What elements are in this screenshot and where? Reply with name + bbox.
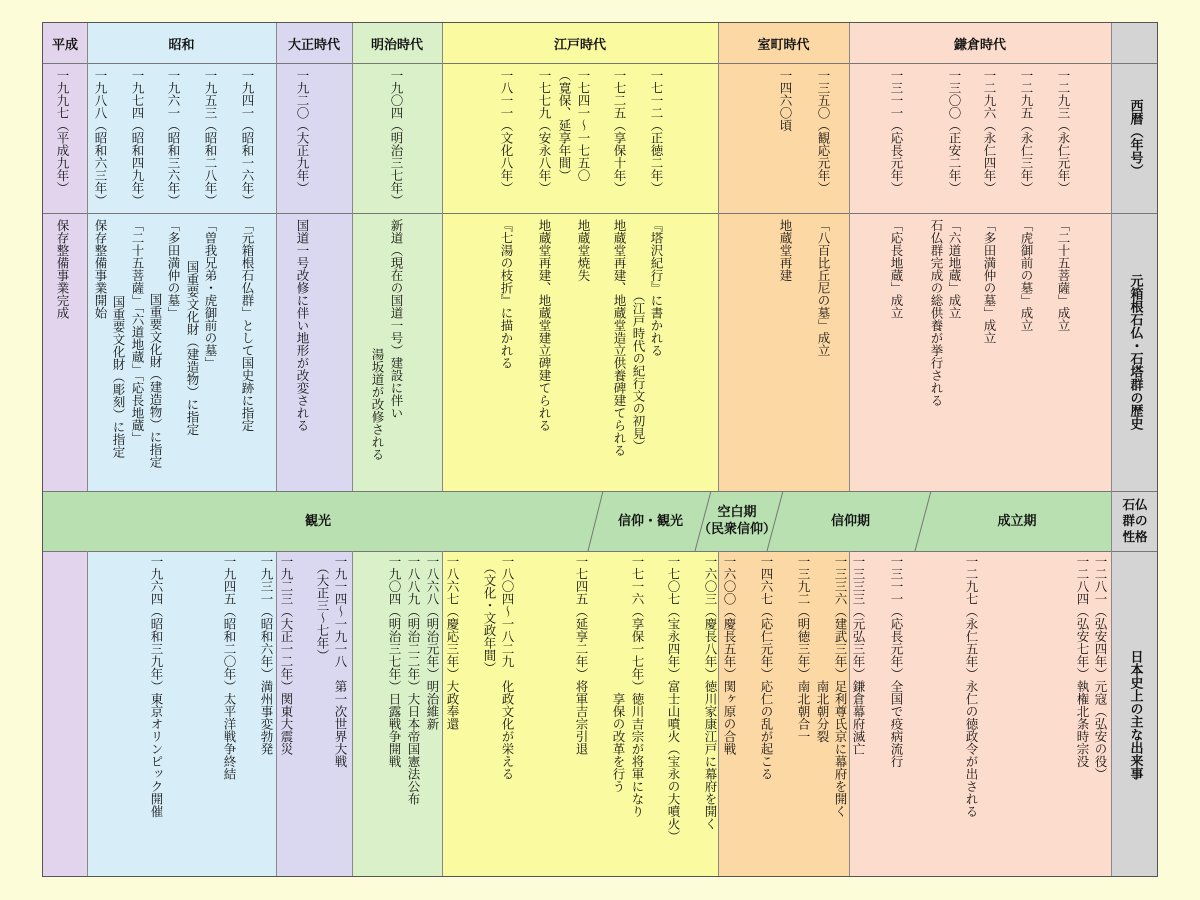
year-1741: 一七四一～一七五〇 xyxy=(576,69,591,182)
history-1779: 地蔵堂再建、地蔵堂建立碑建てられる xyxy=(537,219,552,432)
history-1350: 「八百比丘尼の墓」成立 xyxy=(816,219,831,357)
event-1804-b: （文化・文政年間） xyxy=(482,555,497,674)
era-band-heisei-lower xyxy=(43,551,87,877)
event-1923: 一九二三（大正一二年）関東大震災 xyxy=(279,555,294,755)
era-header-kamakura: 鎌倉時代 xyxy=(953,37,1006,53)
year-1953: 一九五三（昭和二八年） xyxy=(203,69,218,207)
event-1889: 一八八九（明治二二年）大日本帝国憲法公布 xyxy=(406,555,421,805)
event-1603: 一六〇三（慶長八年）徳川家康江戸に幕府を開く xyxy=(703,555,718,830)
year-1904: 一九〇四（明治三七年） xyxy=(389,69,404,207)
era-header-muromachi: 室町時代 xyxy=(757,37,810,53)
history-1904-b: 湯坂道が改修される xyxy=(370,323,385,461)
year-1295: 一二九五（永仁三年） xyxy=(1019,69,1034,194)
row-label-events: 日本史上の主な出来事 xyxy=(1127,649,1143,780)
history-1988-b: 国重要文化財（彫刻）に指定 xyxy=(111,283,126,458)
event-1716-b: 享保の改革を行う xyxy=(611,555,626,793)
phase-seiritsu: 成立期 xyxy=(997,513,1037,529)
year-1974: 一九七四（昭和四九年） xyxy=(130,69,145,207)
year-1920: 一九二〇（大正九年） xyxy=(295,69,310,194)
year-1311: 一三一一（応長元年） xyxy=(889,69,904,194)
event-1336-b: 南北朝分裂 xyxy=(815,555,830,743)
history-1920: 国道一号改修に伴い地形が改変される xyxy=(295,219,310,432)
year-1988: 一九八八（昭和六三年） xyxy=(93,69,108,207)
event-1707: 一七〇七（宝永四年）富士山噴火（宝永の大噴火） xyxy=(666,555,681,843)
era-header-taisho: 大正時代 xyxy=(287,37,340,53)
event-1745: 一七四五（延享二年）将軍吉宗引退 xyxy=(574,555,589,755)
phase-shinko-kanko: 信仰・観光 xyxy=(617,513,683,529)
event-1284: 一二八四（弘安七年）執権北条時宗没 xyxy=(1075,555,1090,768)
history-1811: 『七湯の枝折』に描かれる xyxy=(499,219,514,369)
era-header-heisei: 平成 xyxy=(51,37,78,53)
event-1716-a: 一七一六（享保一七年）徳川吉宗が将軍になり xyxy=(630,555,645,818)
history-1300-a: 「六道地蔵」成立 xyxy=(947,219,962,319)
era-band-taisho xyxy=(276,23,352,491)
history-1725: 地蔵堂再建、地蔵堂造立供養碑建てられる xyxy=(612,219,627,457)
year-1725: 一七二五（享保十年） xyxy=(612,69,627,194)
year-1293: 一二九三（永仁元年） xyxy=(1056,69,1071,194)
history-1712-b: （江戸時代の紀行文の初見） xyxy=(631,283,646,452)
event-1311: 一三一一（応長元年）全国で疫病流行 xyxy=(889,555,904,768)
row-label-years: 西暦（年号） xyxy=(1127,99,1143,177)
era-header-meiji: 明治時代 xyxy=(370,37,423,53)
history-1953-a: 「曽我兄弟・虎御前の墓」 xyxy=(203,219,218,369)
phase-shinko: 信仰期 xyxy=(830,513,870,529)
era-header-showa: 昭和 xyxy=(168,37,195,53)
event-1600: 一六〇〇（慶長五年）関ヶ原の合戦 xyxy=(722,555,737,755)
history-1904-a: 新道（現在の国道一号）建設に伴い xyxy=(389,219,404,419)
year-1997: 一九九七（平成九年） xyxy=(55,69,70,194)
event-1904: 一九〇四（明治三七年）日露戦争開戦 xyxy=(387,555,402,768)
event-1931: 一九三一（昭和六年）満州事変勃発 xyxy=(259,555,274,755)
event-1914-a: 一九一四～一九一八 第一次世界大戦 xyxy=(333,555,348,768)
phase-kuhaku xyxy=(698,491,776,551)
year-1350: 一三五〇（観応元年） xyxy=(816,69,831,194)
year-1779: 一七七九（安永八年） xyxy=(537,69,552,194)
year-1300: 一三〇〇（正安二年） xyxy=(947,69,962,194)
phase-kuhaku-title: 空白期 xyxy=(717,505,757,520)
history-1941: 「元箱根石仏群」として国史跡に指定 xyxy=(240,219,255,432)
history-timeline-chart xyxy=(42,22,1158,877)
history-1460: 地蔵堂再建 xyxy=(778,219,793,282)
history-1311: 「応長地蔵」成立 xyxy=(889,219,904,319)
event-1868: 一八六八（明治元年）明治維新 xyxy=(425,555,440,730)
history-1988-a: 保存整備事業開始 xyxy=(93,219,108,319)
era-header-edo: 江戸時代 xyxy=(553,37,606,53)
history-1961-a: 「多田満仲の墓」 xyxy=(166,219,181,319)
phase-kuhaku-sub: （民衆信仰） xyxy=(698,522,777,537)
event-1281: 一二八一（弘安四年）元寇（弘安の役） xyxy=(1093,555,1108,780)
history-1295: 「虎御前の墓」成立 xyxy=(1019,219,1034,332)
year-1941: 一九四一（昭和一六年） xyxy=(240,69,255,207)
event-1392: 一三九二（明徳三年）南北朝合一 xyxy=(796,555,811,743)
history-1712-a: 『塔沢紀行』に書かれる xyxy=(649,219,664,357)
era-band-showa-lower xyxy=(87,551,276,877)
year-1712: 一七一二（正徳二年） xyxy=(649,69,664,194)
event-1914-b: （大正三～七年） xyxy=(315,555,330,662)
year-1811: 一八一一（文化八年） xyxy=(499,69,514,194)
row-label-history: 元箱根石仏・石塔群の歴史 xyxy=(1127,274,1143,430)
year-1741-era: （寛保、延享年間） xyxy=(557,69,572,182)
history-1300-b: 石仏群完成の総供養が挙行される xyxy=(929,219,944,407)
history-1296: 「多田満仲の墓」成立 xyxy=(982,219,997,344)
year-1961: 一九六一（昭和三六年） xyxy=(166,69,181,207)
phase-kanko: 観光 xyxy=(304,513,331,529)
event-1867: 一八六七（慶応三年）大政奉還 xyxy=(445,555,460,730)
event-1804-a: 一八〇四～一八二九 化政文化が栄える xyxy=(500,555,515,780)
history-1997: 保存整備事業完成 xyxy=(55,219,70,319)
event-1945: 一九四五（昭和二〇年）太平洋戦争終結 xyxy=(222,555,237,780)
year-1296: 一二九六（永仁四年） xyxy=(982,69,997,194)
history-1961-b: 国重要文化財（建造物）に指定 xyxy=(148,293,163,468)
event-1297: 一二九七（永仁五年）永仁の徳政令が出される xyxy=(964,555,979,818)
event-1964: 一九六四（昭和三九年）東京オリンピック開催 xyxy=(149,555,164,818)
history-1974: 「二十五菩薩」「六道地蔵」「応長地蔵」 xyxy=(130,219,145,444)
event-1467: 一四六七（応仁元年）応仁の乱が起こる xyxy=(759,555,774,780)
event-1333: 一三三三（元弘三年）鎌倉幕府滅亡 xyxy=(851,555,866,755)
history-1953-b: 国重要文化財（建造物）に指定 xyxy=(185,248,200,436)
row-label-nature: 石仏群の性格 xyxy=(1122,497,1148,544)
year-1460: 一四六〇頃 xyxy=(778,69,793,132)
history-1293: 「二十五菩薩」成立 xyxy=(1056,219,1071,332)
event-1336-a: 一三三六（建武三年）足利尊氏京に幕府を開く xyxy=(833,555,848,818)
history-1741: 地蔵堂焼失 xyxy=(576,219,591,282)
